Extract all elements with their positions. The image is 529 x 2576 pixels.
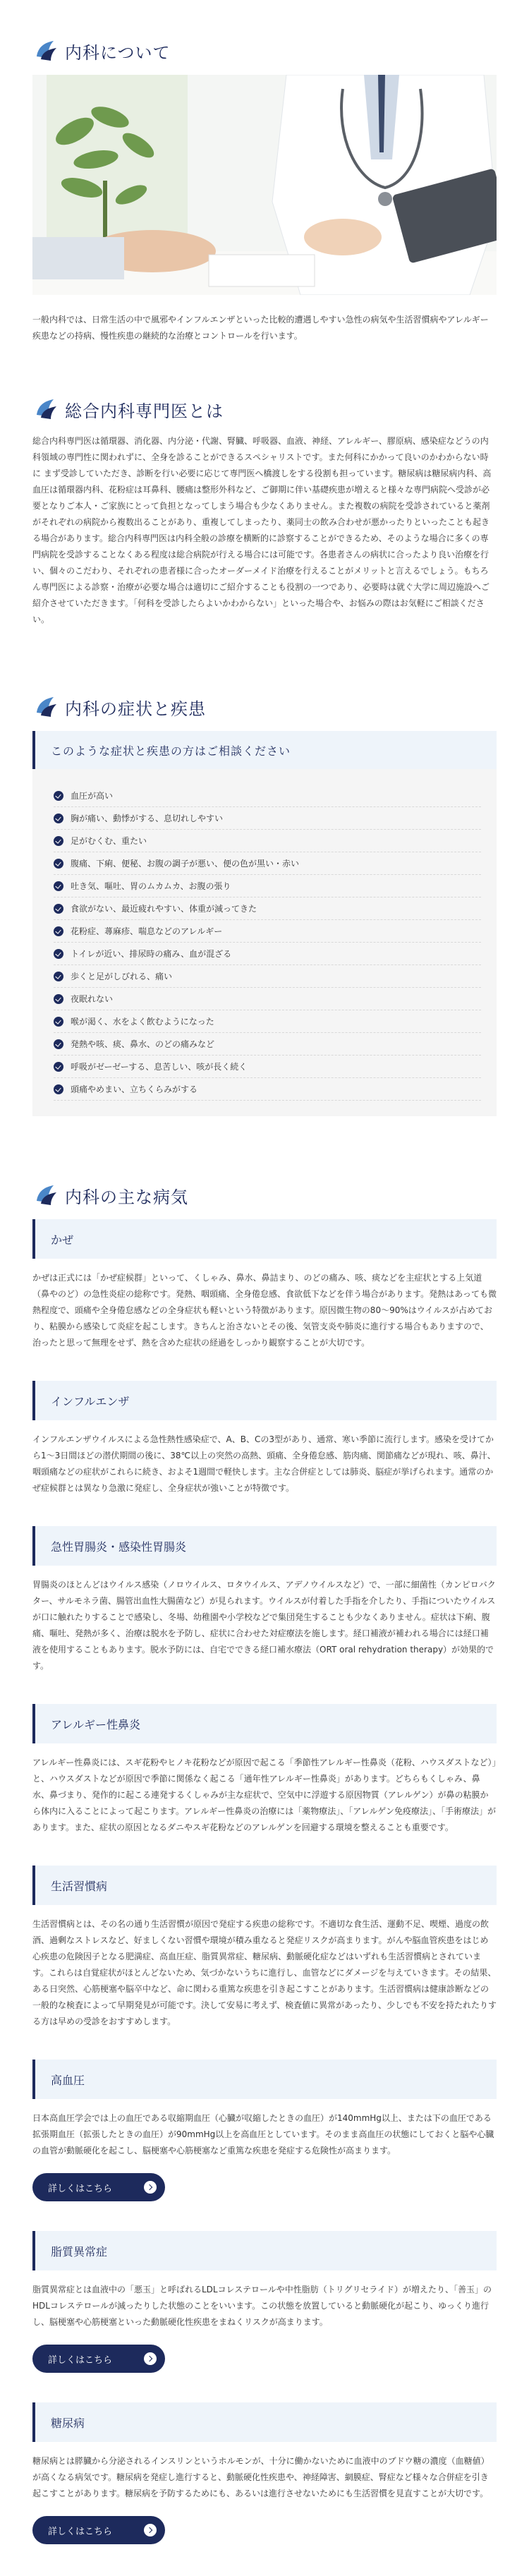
check-icon [54,1084,63,1094]
symptom-text: 呼吸がゼーゼーする、息苦しい、咳が長く続く [71,1062,248,1072]
disease-block [32,2402,497,2544]
check-icon [54,1039,63,1049]
section-diseases [32,1116,497,2544]
disease-block [32,1381,497,1496]
disease-text: 脂質異常症とは血液中の「悪玉」と呼ばれるLDLコレステロールや中性脂肪（トリグリセライド）が増えたり、「善玉」のHDLコレステロールが減ったりした状態のことをいいます。この状態を放置していると動脈硬化が起こり、ゆっくり進行し、脳梗塞や心筋梗塞といった動脈硬化性疾患をまねくリスクが高まります。 [32,2285,492,2327]
clinic-logo-icon [32,693,61,721]
symptom-item [54,1010,481,1033]
disease-list [32,1219,497,2544]
disease-title: 急性胃腸炎・感染性胃腸炎 [32,1526,497,1566]
check-icon [54,791,63,801]
check-icon [54,836,63,846]
disease-title: アレルギー性鼻炎 [32,1704,497,1743]
disease-title: インフルエンザ [32,1381,497,1420]
check-icon [54,949,63,959]
details-button-label: 詳しくはこちら [48,2526,113,2537]
symptom-text: 花粉症、蕁麻疹、喘息などのアレルギー [71,926,223,936]
section-symptoms [32,628,497,1116]
symptom-text: 歩くと足がしびれる、痛い [71,972,173,981]
symptom-item [54,1056,481,1078]
disease-text: アレルギー性鼻炎には、スギ花粉やヒノキ花粉などが原因で起こる「季節性アレルギー性鼻炎（花粉、ハウスダストなど）」と、ハウスダストなどが原因で季節に関係なく起こる「通年性アレルギー性鼻炎」があります。どちらもくしゃみ、鼻水、鼻づまり、発作的に起こる連発するくしゃみが主な症状で、空気中に浮遊する原因物質（アレルゲン）が鼻の粘膜から体内に入ることによって起こります。アレルギー性鼻炎の治療には「薬物療法」、「アレルゲン免疫療法」、「手術療法」があります。また、症状の原因となるダニやスギ花粉などのアレルゲンを回避する環境を整えることも重要です。 [32,1758,497,1832]
section-title [32,691,497,722]
clinic-logo-icon [32,1181,61,1209]
disease-title: 脂質異常症 [32,2231,497,2270]
check-icon [54,926,63,936]
arrow-right-icon [144,2181,157,2194]
about-text: 一般内科では、日常生活の中で風邪やインフルエンザといった比較的遭遇しやすい急性の病気や生活習慣病やアレルギー疾患などの持病、慢性疾患の継続的な治療とコントロールを行います。 [32,315,489,341]
specialist-text: 総合内科専門医は循環器、消化器、内分泌・代謝、腎臓、呼吸器、血液、神経、アレルギー、膠原病、感染症などうの内科領域の専門性に関われずに、全身を診ることができるスペシャリストです。また何科にかかって良いのかわからない時に まず受診していただき、診断を行い必要に応じて専門医へ橋渡しをする役割も担っています。糖尿病は糖尿病内科、高血圧は循環器内科、花粉症は耳鼻科、腰痛は整形外科など、ご御期に伴い基礎疾患が増えると様々な専門病院へ受診が必要となりご本人・ご家族にとって負担となってしまう場合も少なくありません。また複数の病院を受診されていると薬剤がそれぞれの病院から複数出ることがあり、重複してしまったり、薬同士の飲み合わせが悪かったりといったことも起きる場合があります。総合内科専門医は内科全般の診療を横断的に診察することができるため、そのような場合に多くの専門病院を受診することなくある程度は総合病院が行える場合には可能です。各患者さんの病状に合ったより良い治療を行い、個々のこだわり、それぞれの患者様に合ったオーダーメイド治療を行えることがメリットと言えるでしょう。もちろん専門医による診察・治療が必要な場合は適切にご紹介することも役割の一つであり、必要時は就ぐ大学に周辺施設へご紹介させていただきます。「何科を受診したらよいかわからない」といった場合や、お悩みの際はお気軽にご相談ください。 [32,436,492,624]
disease-title: 生活習慣病 [32,1866,497,1905]
clinic-logo-icon [32,395,61,423]
section-specialist [32,344,497,628]
disease-text: 胃腸炎のほとんどはウイルス感染（ノロウイルス、ロタウイルス、アデノウイルスなど）で、一部に細菌性（カンピロバクター、サルモネラ菌、腸管出血性大腸菌など）が見られます。ウイルスが付着した手指を介したり、手指についたウイルスが口に触れたりすることで感染し、冬場、幼稚園や小学校などで集団発生することも少なくありません。症状は下痢、腹痛、嘔吐、発熱が多く、治療は脱水を予防し、症状に合わせた対症療法を施します。経口補液が補われる場合には経口補液を使用することもあります。脱水予防には、自宅でできる経口補水療法（ORT oral rehydration therapy）が効果的です。 [32,1580,496,1671]
symptom-text: 腹痛、下痢、便秘、お腹の調子が悪い、便の色が黒い・赤い [71,859,300,869]
disease-block [32,2060,497,2201]
symptom-text: 喉が渇く、水をよく飲むようになった [71,1017,214,1027]
disease-text: インフルエンザウイルスによる急性熱性感染症で、A、B、Cの3型があり、通常、寒い季節に流行します。感染を受けてから1〜3日間ほどの潜伏期間の後に、38℃以上の突然の高熱、頭痛、全身倦怠感、筋肉痛、関節痛などが現れ、咳、鼻汁、咽頭痛などの症状がこれらに続き、およそ1週間で軽快します。主な合併症としては肺炎、脳症が挙げられます。通常のかぜ症候群とは異なり急激に発症し、全身症状が強いことが特徴です。 [32,1434,496,1493]
section-heading: 内科の症状と疾患 [65,699,206,719]
symptom-item [54,1078,481,1101]
section-about [32,0,497,344]
disease-title: 高血圧 [32,2060,497,2099]
check-icon [54,814,63,823]
disease-block [32,1704,497,1836]
symptoms-box-title: このような症状と疾患の方はご相談ください [32,731,497,769]
section-title [32,1180,497,1211]
section-title [32,394,497,425]
symptom-item [54,943,481,965]
symptom-text: 夜眠れない [71,994,114,1004]
symptom-text: トイレが近い、排尿時の痛み、血が混ざる [71,949,232,959]
disease-text: 糖尿病とは膵臓から分泌されるインスリンというホルモンが、十分に働かないために血液中のブドウ糖の濃度（血糖値）が高くなる病気です。糖尿病を発症し進行すると、動脈硬化性疾患や、神経障害、網膜症、腎症など様々な合併症を引き起こすことがあります。糖尿病を予防するためにも、あるいは進行させないためにも生活習慣を見直すことが大切です。 [32,2456,490,2498]
symptom-item [54,875,481,897]
symptom-text: 血圧が高い [71,791,114,801]
symptom-item [54,965,481,988]
check-icon [54,904,63,914]
symptom-item [54,852,481,875]
check-icon [54,1062,63,1072]
disease-block [32,2231,497,2373]
symptom-text: 食欲がない、最近疲れやすい、体重が減ってきた [71,904,257,914]
symptom-list [32,769,497,1116]
symptom-item [54,920,481,943]
clinic-logo-icon [32,37,61,65]
check-icon [54,881,63,891]
disease-title: かぜ [32,1219,497,1259]
page-title: 内科について [65,42,171,63]
hero-photo [32,75,497,295]
symptom-item [54,988,481,1010]
symptom-item [54,830,481,852]
disease-text: 日本高血圧学会では上の血圧である収縮期血圧（心臓が収縮したときの血圧）が140mmHg以上、または下の血圧である拡張期血圧（拡張したときの血圧）が90mmHg以上を高血圧としています。そのまま高血圧の状態にしておくと脳や心臓の血管が動脈硬化を起こし、脳梗塞や心筋梗塞など重篤な疾患を発症する危険性が高まります。 [32,2113,494,2155]
disease-text: かぜは正式には「かぜ症候群」といって、くしゃみ、鼻水、鼻詰まり、のどの痛み、咳、痰などを主症状とする上気道（鼻やのど）の急性炎症の総称です。発熱、咽頭痛、全身倦怠感、食欲低下などを伴う場合があります。発熱はあっても微熱程度で、頭痛や全身倦怠感などの全身症状も軽いという特徴があります。原因微生物の80〜90%はウイルスが占めており、粘膜から感染して炎症を起こします。きちんと治さないとその後、気管支炎や肺炎に進行する場合もありますので、治ったと思って無理をせず、熱を含めた症状の経過をしっかり観察することが大切です。 [32,1273,497,1348]
details-button[interactable] [32,2516,165,2544]
arrow-right-icon [144,2352,157,2365]
section-heading: 総合内科専門医とは [65,401,224,421]
symptom-text: 胸が痛い、動悸がする、息切れしやすい [71,814,224,823]
section-title [32,35,497,66]
details-button-label: 詳しくはこちら [48,2354,113,2366]
disease-block [32,1866,497,2030]
symptom-item [54,897,481,920]
check-icon [54,972,63,981]
symptom-item [54,1033,481,1056]
symptom-item [54,785,481,807]
section-heading: 内科の主な病気 [65,1187,188,1207]
symptom-text: 頭痛やめまい、立ちくらみがする [71,1084,198,1094]
disease-text: 生活習慣病とは、その名の通り生活習慣が原因で発症する疾患の総称です。不適切な食生活、運動不足、喫煙、過度の飲酒、過剰なストレスなど、好ましくない習慣や環境が積み重なると発症リスクが高まります。がんや脳血管疾患をはじめ心疾患の危険因子となる肥満症、高血圧症、脂質異常症、糖尿病、動脈硬化症などはいずれも生活習慣病とされています。これらは自覚症状がほとんどないため、気づかないうちに進行し、血管などにダメージを与えていきます。その結果、ある日突然、心筋梗塞や脳卒中など、命に関わる重篤な疾患を引き起こすことがあります。生活習慣病は健康診断などの一般的な検査によって早期発見が可能です。決して安易に考えず、検査値に異常があったり、少しでも不安を持たれたりする方は早めの受診をおすすめします。 [32,1919,497,2026]
disease-block [32,1219,497,1351]
details-button[interactable] [32,2345,165,2373]
symptom-text: 足がむくむ、重たい [71,836,147,846]
disease-block [32,1526,497,1674]
details-button[interactable] [32,2173,165,2201]
symptom-item [54,807,481,830]
check-icon [54,994,63,1004]
check-icon [54,1017,63,1027]
arrow-right-icon [144,2524,157,2536]
symptom-text: 吐き気、嘔吐、胃のムカムカ、お腹の張り [71,881,231,891]
disease-title: 糖尿病 [32,2402,497,2442]
details-button-label: 詳しくはこちら [48,2183,113,2194]
check-icon [54,859,63,869]
symptom-text: 発熱や咳、痰、鼻水、のどの痛みなど [71,1039,215,1049]
